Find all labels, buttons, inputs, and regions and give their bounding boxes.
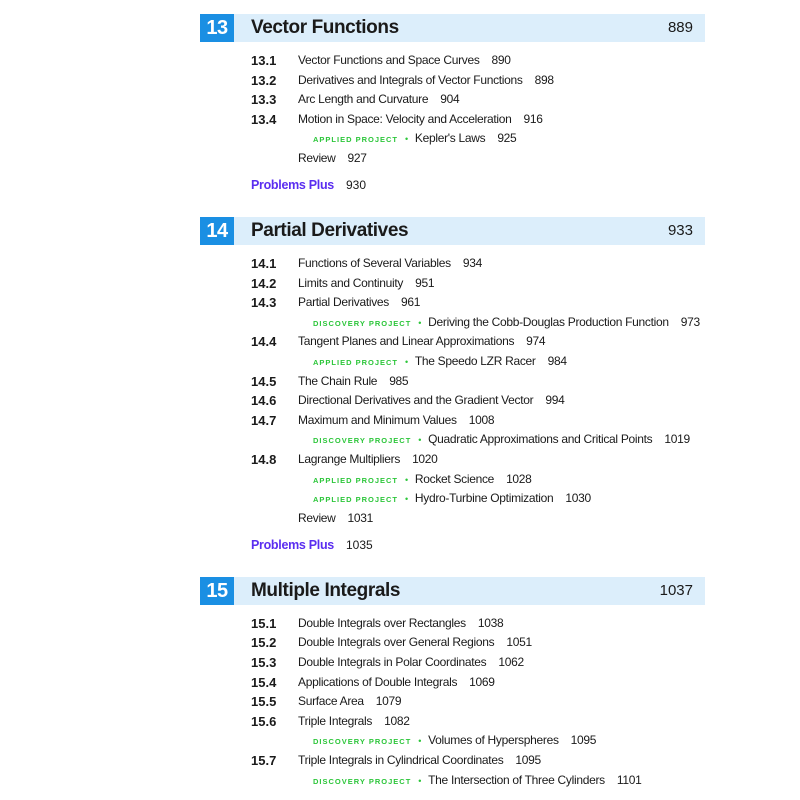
section-title: The Chain Rule <box>298 373 378 388</box>
section-page: 973 <box>680 314 700 329</box>
section-title: Deriving the Cobb-Douglas Production Function <box>428 314 669 329</box>
section-number: 14.1 <box>251 256 277 272</box>
section-page: 1082 <box>384 713 410 728</box>
section-number: 13.1 <box>251 53 277 68</box>
section-body <box>298 149 367 169</box>
problems-plus-label: Problems Plus <box>251 537 334 552</box>
section-number: 13.2 <box>251 72 277 88</box>
section-page: 1095 <box>570 733 597 748</box>
section-page: 925 <box>497 131 517 146</box>
section-title: Tangent Planes and Linear Approximations <box>298 334 515 349</box>
section-body <box>298 274 434 294</box>
bullet-icon: • <box>418 775 422 786</box>
project-type-label: APPLIED PROJECT <box>313 358 399 368</box>
section-body <box>298 293 420 313</box>
project-type-label: DISCOVERY PROJECT <box>313 776 412 786</box>
problems-plus-page: 1035 <box>346 537 373 552</box>
chapter-header[interactable] <box>200 577 705 605</box>
section-entry[interactable] <box>200 110 705 130</box>
chapter-header[interactable] <box>200 14 705 42</box>
section-body <box>313 129 516 150</box>
section-page: 961 <box>401 295 421 310</box>
section-title: Quadratic Approximations and Critical Points <box>428 432 653 447</box>
problems-plus-entry[interactable] <box>200 176 705 196</box>
chapter-number-badge: 15 <box>200 577 234 605</box>
section-entry[interactable] <box>200 509 705 529</box>
section-body <box>313 731 596 752</box>
section-body <box>298 751 541 771</box>
section-entry[interactable] <box>200 751 705 771</box>
section-number: 14.7 <box>251 412 277 428</box>
section-title: Vector Functions and Space Curves <box>298 53 480 67</box>
chapter-page: 1037 <box>659 581 693 599</box>
section-body <box>298 653 524 673</box>
chapter-15 <box>200 577 705 790</box>
project-entry[interactable] <box>200 313 705 333</box>
section-title: Triple Integrals in Cylindrical Coordinates <box>298 753 504 767</box>
project-entry[interactable] <box>200 731 705 751</box>
section-title: The Intersection of Three Cylinders <box>428 772 605 787</box>
section-entry[interactable] <box>200 673 705 693</box>
section-body <box>298 71 554 91</box>
section-entry[interactable] <box>200 293 705 313</box>
section-title: Arc Length and Curvature <box>298 92 429 107</box>
section-entry[interactable] <box>200 633 705 653</box>
section-entry[interactable] <box>200 653 705 673</box>
project-type-label: DISCOVERY PROJECT <box>313 436 412 446</box>
section-title: Limits and Continuity <box>298 275 404 290</box>
section-page: 1069 <box>469 674 495 689</box>
section-number: 14.8 <box>251 451 277 467</box>
bullet-icon: • <box>405 474 408 485</box>
section-title: The Speedo LZR Racer <box>414 354 536 369</box>
section-page: 1079 <box>375 694 402 709</box>
section-body <box>298 692 401 712</box>
problems-plus-entry[interactable] <box>200 536 705 556</box>
section-page: 984 <box>547 354 567 369</box>
section-entry[interactable] <box>200 51 705 71</box>
section-entry[interactable] <box>200 90 705 110</box>
section-page: 1031 <box>347 510 374 525</box>
chapter-13 <box>200 14 705 196</box>
section-page: 1008 <box>468 412 495 427</box>
section-number: 15.5 <box>251 694 277 710</box>
section-number: 15.2 <box>251 635 277 651</box>
section-body <box>298 633 532 653</box>
section-entry[interactable] <box>200 149 705 169</box>
section-entry[interactable] <box>200 411 705 431</box>
section-entry[interactable] <box>200 254 705 274</box>
section-title: Volumes of Hyperspheres <box>428 733 559 748</box>
project-entry[interactable] <box>200 129 705 149</box>
section-title: Hydro-Turbine Optimization <box>414 491 554 506</box>
section-entry[interactable] <box>200 332 705 352</box>
table-of-contents <box>200 14 705 790</box>
section-entry[interactable] <box>200 372 705 392</box>
section-number: 15.7 <box>251 753 277 768</box>
chapter-header[interactable] <box>200 217 705 245</box>
problems-plus-label: Problems Plus <box>251 177 334 192</box>
section-page: 1038 <box>477 615 504 630</box>
section-page: 994 <box>545 393 565 408</box>
bullet-icon: • <box>405 357 408 368</box>
section-entry[interactable] <box>200 274 705 294</box>
section-number: 13.3 <box>251 92 277 108</box>
section-page: 951 <box>415 275 435 290</box>
chapter-number-badge: 13 <box>200 14 234 42</box>
chapter-number-badge: 14 <box>200 217 234 245</box>
section-page: 1062 <box>498 655 524 670</box>
section-page: 890 <box>491 53 511 67</box>
section-page: 985 <box>389 373 409 388</box>
section-title: Rocket Science <box>414 471 495 486</box>
section-title: Review <box>298 150 336 165</box>
section-body <box>313 313 700 334</box>
chapter-title: Partial Derivatives <box>251 220 409 242</box>
section-number: 14.5 <box>251 373 277 389</box>
section-body <box>298 90 459 110</box>
section-number: 15.3 <box>251 655 277 671</box>
section-page: 1030 <box>565 491 591 506</box>
section-title: Derivatives and Integrals of Vector Functions <box>298 72 523 87</box>
section-page: 934 <box>462 256 482 271</box>
section-body <box>313 430 690 451</box>
section-body <box>313 489 591 510</box>
section-body <box>298 614 503 634</box>
section-entry[interactable] <box>200 692 705 712</box>
section-title: Lagrange Multipliers <box>298 451 401 466</box>
section-body <box>298 712 410 732</box>
section-body <box>298 372 408 392</box>
section-page: 916 <box>523 111 543 126</box>
section-body <box>298 673 495 693</box>
section-page: 1101 <box>616 772 642 787</box>
section-number: 15.6 <box>251 713 277 729</box>
chapter-title: Vector Functions <box>251 17 399 38</box>
chapter-page: 889 <box>667 19 693 36</box>
section-title: Applications of Double Integrals <box>298 674 458 689</box>
section-page: 1028 <box>506 471 532 486</box>
project-entry[interactable] <box>200 430 705 450</box>
section-body <box>298 411 494 431</box>
bullet-icon: • <box>405 494 408 505</box>
chapter-14 <box>200 217 705 555</box>
problems-plus-page: 930 <box>346 177 367 192</box>
project-type-label: APPLIED PROJECT <box>313 135 399 145</box>
section-page: 904 <box>440 92 460 107</box>
section-body <box>298 332 545 352</box>
section-page: 1051 <box>506 635 532 650</box>
chapter-page: 933 <box>667 222 693 240</box>
bullet-icon: • <box>418 317 422 328</box>
section-number: 14.4 <box>251 334 277 350</box>
chapter-title: Multiple Integrals <box>251 579 401 601</box>
section-page: 1020 <box>412 451 438 466</box>
section-title: Partial Derivatives <box>298 295 389 310</box>
project-entry[interactable] <box>200 489 705 509</box>
section-list <box>200 614 705 790</box>
section-body <box>298 254 482 274</box>
section-page: 1019 <box>664 432 690 447</box>
section-entry[interactable] <box>200 614 705 634</box>
project-type-label: APPLIED PROJECT <box>313 475 399 485</box>
section-number: 14.2 <box>251 275 277 291</box>
project-entry[interactable] <box>200 352 705 372</box>
section-entry[interactable] <box>200 71 705 91</box>
section-title: Functions of Several Variables <box>298 256 451 271</box>
bullet-icon: • <box>405 134 408 145</box>
section-list <box>200 254 705 528</box>
section-page: 974 <box>526 334 546 349</box>
bullet-icon: • <box>418 435 422 446</box>
project-entry[interactable] <box>200 771 705 791</box>
section-number: 15.4 <box>251 674 277 690</box>
project-type-label: DISCOVERY PROJECT <box>313 737 412 747</box>
section-number: 13.4 <box>251 111 277 127</box>
section-title: Maximum and Minimum Values <box>298 412 457 427</box>
section-title: Motion in Space: Velocity and Acceleration <box>298 111 512 126</box>
section-entry[interactable] <box>200 391 705 411</box>
section-title: Double Integrals in Polar Coordinates <box>298 655 487 670</box>
section-number: 14.6 <box>251 393 277 409</box>
section-body <box>313 771 641 792</box>
section-title: Double Integrals over Rectangles <box>298 615 466 630</box>
section-title: Double Integrals over General Regions <box>298 635 495 650</box>
section-page: 927 <box>347 150 367 165</box>
project-type-label: DISCOVERY PROJECT <box>313 318 412 328</box>
section-title: Review <box>298 510 336 525</box>
section-body <box>313 470 532 491</box>
section-list <box>200 51 705 169</box>
section-title: Kepler's Laws <box>414 131 486 146</box>
section-body <box>298 51 511 71</box>
section-body <box>298 391 564 411</box>
bullet-icon: • <box>418 736 422 747</box>
section-page: 898 <box>534 72 554 87</box>
section-number: 14.3 <box>251 295 277 311</box>
section-body <box>298 110 543 130</box>
section-entry[interactable] <box>200 712 705 732</box>
section-title: Surface Area <box>298 694 364 709</box>
section-page: 1095 <box>515 753 541 767</box>
section-body <box>298 450 438 470</box>
section-title: Triple Integrals <box>298 713 373 728</box>
section-body <box>298 509 373 529</box>
section-body <box>313 352 567 373</box>
project-entry[interactable] <box>200 470 705 490</box>
project-type-label: APPLIED PROJECT <box>313 495 399 505</box>
section-title: Directional Derivatives and the Gradient Vector <box>298 393 534 408</box>
section-number: 15.1 <box>251 615 277 631</box>
section-entry[interactable] <box>200 450 705 470</box>
